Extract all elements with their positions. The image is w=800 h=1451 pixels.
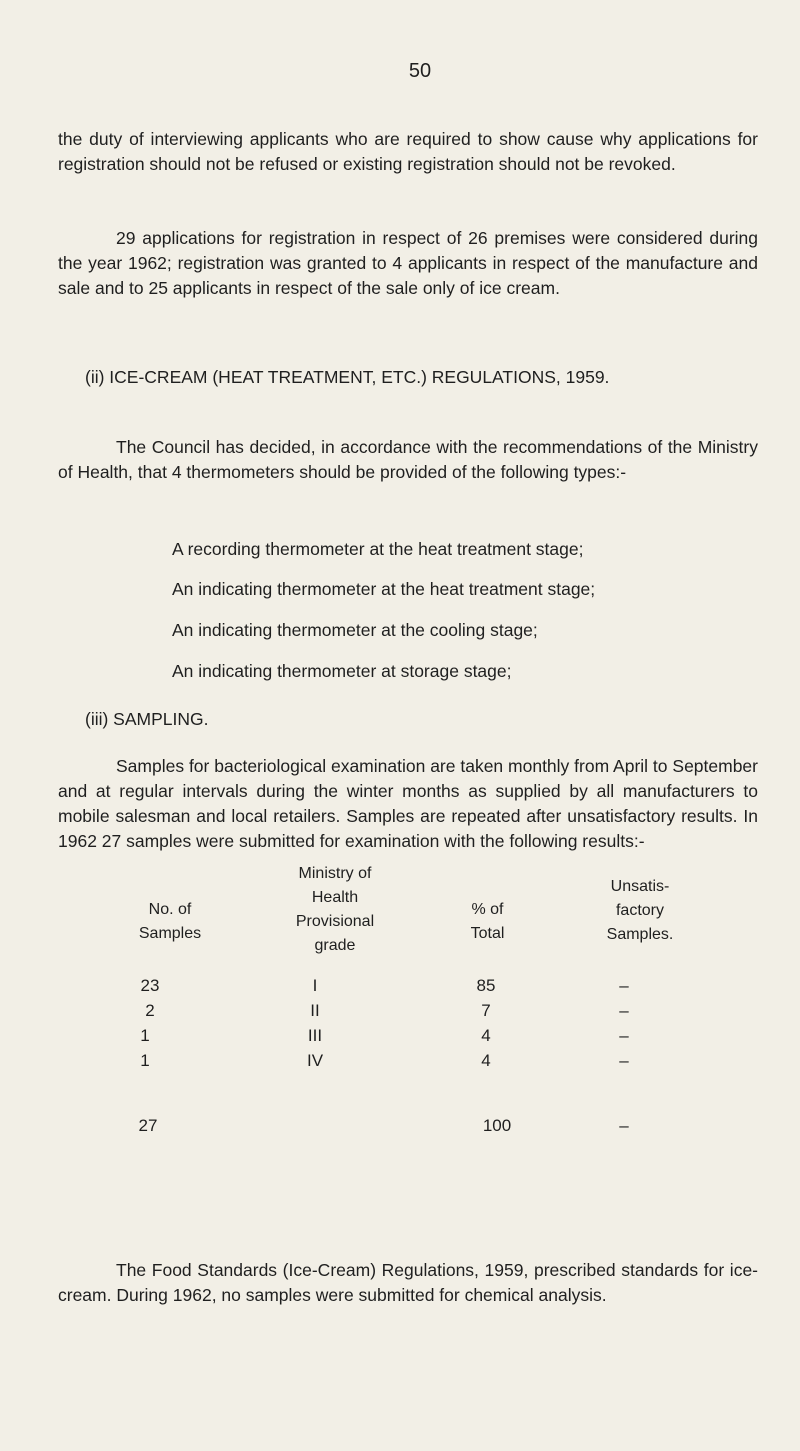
cell-samples: 23 bbox=[140, 976, 160, 995]
thermometer-type-item: An indicating thermometer at the heat treatment stage; bbox=[172, 579, 596, 599]
total-unsatisfactory: – bbox=[619, 1116, 629, 1135]
cell-percent: 7 bbox=[481, 1001, 491, 1020]
cell-grade: III bbox=[307, 1026, 323, 1045]
cell-grade: I bbox=[312, 976, 318, 995]
column-header-percent: % of Total bbox=[470, 901, 505, 942]
thermometer-type-item: An indicating thermometer at the cooling stage; bbox=[172, 620, 538, 640]
cell-samples: 1 bbox=[140, 1051, 150, 1070]
cell-unsatisfactory: – bbox=[619, 1026, 629, 1045]
column-header-grade: Ministry of Health Provisional grade bbox=[295, 865, 375, 954]
cell-grade: II bbox=[310, 1001, 320, 1020]
paragraph-registration-duty: the duty of interviewing applicants who are required to show cause why applications for registration should not be refused or existing registration should not be revoked. bbox=[58, 129, 758, 174]
cell-samples: 1 bbox=[140, 1026, 150, 1045]
total-percent: 100 bbox=[482, 1116, 512, 1135]
cell-unsatisfactory: – bbox=[619, 1001, 629, 1020]
total-samples: 27 bbox=[138, 1116, 158, 1135]
paragraph-sampling-details: Samples for bacteriological examination are taken monthly from April to September and at regular intervals during the winter months as supplied by all manufacturers to mobile salesman and local retailers. Samples are repeated after unsatisfactory results. In 1962 27 samples were submitted for examination with the following results:- bbox=[58, 756, 758, 851]
column-header-unsatisfactory: Unsatis- factory Samples. bbox=[606, 878, 674, 943]
paragraph-food-standards: The Food Standards (Ice-Cream) Regulations, 1959, prescribed standards for ice-cream. During 1962, no samples were submitted for chemical analysis. bbox=[58, 1260, 758, 1305]
paragraph-council-decision: The Council has decided, in accordance with the recommendations of the Ministry of Health, that 4 thermometers should be provided of the following types:- bbox=[58, 437, 758, 482]
column-header-samples: No. of Samples bbox=[138, 901, 202, 942]
cell-percent: 4 bbox=[481, 1026, 491, 1045]
page-number: 50 bbox=[408, 60, 432, 82]
cell-percent: 4 bbox=[481, 1051, 491, 1070]
cell-unsatisfactory: – bbox=[619, 1051, 629, 1070]
cell-samples: 2 bbox=[145, 1001, 155, 1020]
thermometer-type-item: An indicating thermometer at storage stage; bbox=[172, 661, 512, 681]
cell-percent: 85 bbox=[476, 976, 496, 995]
thermometer-type-item: A recording thermometer at the heat treatment stage; bbox=[172, 539, 584, 559]
cell-grade: IV bbox=[306, 1051, 324, 1070]
heading-sampling: (iii) SAMPLING. bbox=[85, 709, 209, 729]
cell-unsatisfactory: – bbox=[619, 976, 629, 995]
paragraph-applications: 29 applications for registration in respect of 26 premises were considered during the year 1962; registration was granted to 4 applicants in respect of the manufacture and sale and to 25 applicants in respect of the sale only of ice cream. bbox=[58, 228, 758, 298]
heading-ice-cream-regulations: (ii) ICE-CREAM (HEAT TREATMENT, ETC.) REGULATIONS, 1959. bbox=[85, 367, 610, 387]
